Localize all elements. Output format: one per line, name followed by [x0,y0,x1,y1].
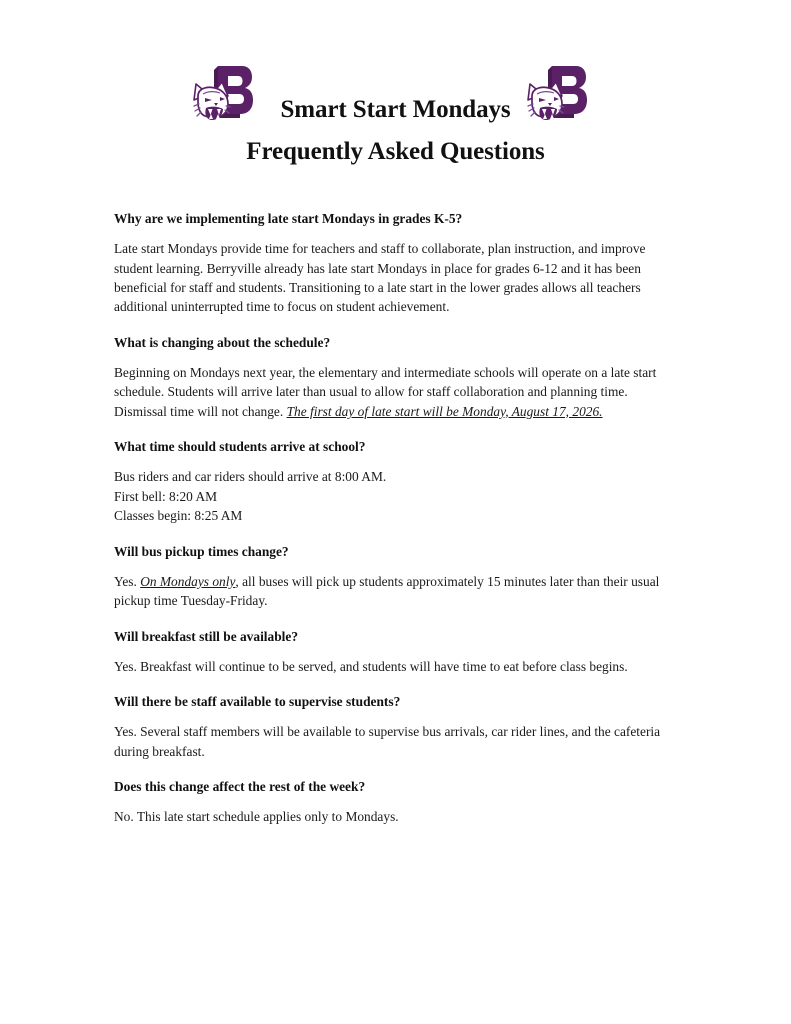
faq-question: Will breakfast still be available? [114,628,299,644]
faq-item [114,334,677,421]
faq-content [114,166,677,827]
title-row [0,86,791,134]
faq-answer [114,363,677,421]
faq-answer: Yes. Several staff members will be available to supervise bus arrivals, car rider lines, and the cafeteria during breakfast. [114,724,661,759]
faq-question: What time should students arrive at school? [114,439,366,455]
page-title-line-2: Frequently Asked Questions [246,138,545,165]
faq-item [114,543,677,611]
arrival-time-line: Bus riders and car riders should arrive at 8:00 AM. [114,469,387,485]
faq-answer-suffix: , all buses will pick up students approximately 15 minutes later than their usual pickup time Tuesday-Friday. [114,573,660,609]
faq-answer: Late start Mondays provide time for teachers and staff to collaborate, plan instruction, and improve student learning. Berryville already has late start Mondays in place for grades 6-12 and it has been beneficial for staff and students. Transitioning to a late start in the lower grades allows all teachers additional uninterrupted time to focus on student achievement. [114,241,646,315]
document-header [0,0,791,166]
faq-answer: Yes. Breakfast will continue to be served, and students will have time to eat before class begins. [114,658,628,674]
faq-question: Will there be staff available to supervise students? [114,694,401,710]
page-title-line-1: Smart Start Mondays [280,96,511,123]
first-bell-line: First bell: 8:20 AM [114,488,218,504]
classes-begin-line: Classes begin: 8:25 AM [114,508,243,524]
faq-item [114,210,677,317]
faq-question: Will bus pickup times change? [114,543,289,559]
faq-answer: No. This late start schedule applies only to Mondays. [114,809,399,825]
faq-answer [114,467,677,525]
faq-question: What is changing about the schedule? [114,334,331,350]
berryville-bobcat-b-logo-icon [190,64,254,130]
faq-item [114,693,677,761]
faq-answer-emphasis: On Mondays only [140,573,236,589]
faq-item [114,438,677,525]
faq-answer-emphasis: The first day of late start will be Monday, August 17, 2026. [286,403,603,419]
faq-item [114,628,677,677]
faq-answer-prefix: Yes. [114,573,141,589]
faq-item [114,778,677,827]
faq-question: Why are we implementing late start Mondays in grades K-5? [114,211,463,226]
berryville-bobcat-b-logo-icon-secondary [524,64,588,130]
faq-question: Does this change affect the rest of the week? [114,779,366,795]
faq-answer [114,572,677,611]
faq-answer-text: Beginning on Mondays next year, the elementary and intermediate schools will operate on a late start schedule. Students will arrive later than usual to allow for staff collaboration and planning time. Dismissal time will not change. [114,364,657,419]
